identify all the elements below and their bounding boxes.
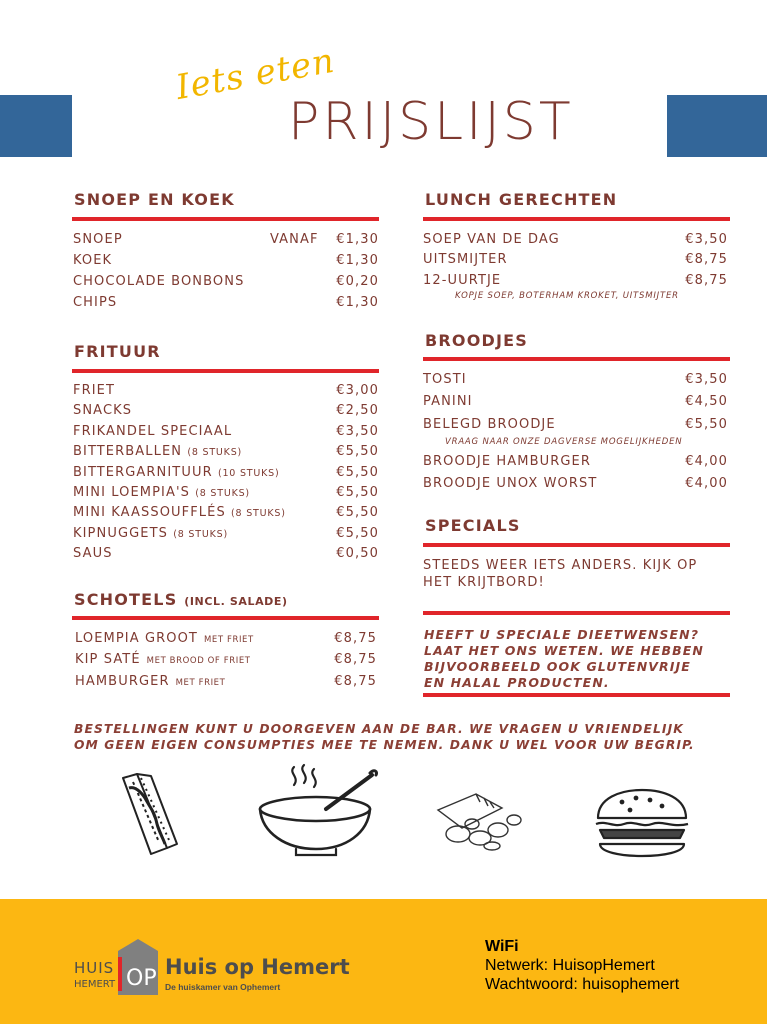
menu-item — [73, 232, 379, 252]
item-name: BELEGD BROODJE — [423, 417, 556, 432]
item-price: €0,50 — [336, 546, 379, 561]
section-rule-broodjes — [423, 357, 730, 361]
item-name: LOEMPIA GROOT — [75, 631, 198, 646]
section-title-lunch: LUNCH GERECHTEN — [425, 190, 618, 209]
wifi-password: Wachtwoord: huisophemert — [485, 976, 680, 993]
item-price: €8,75 — [685, 252, 728, 267]
item-price: €3,50 — [336, 424, 379, 439]
item-name: SOEP VAN DE DAG — [423, 232, 560, 247]
section-title-frituur: FRITUUR — [74, 342, 161, 361]
section-rule-dieet-bottom — [423, 693, 730, 697]
menu-item — [73, 403, 379, 423]
item-name: MINI LOEMPIA'S — [73, 485, 190, 500]
item-note: MET FRIET — [203, 635, 254, 645]
logo-huis: HUIS — [74, 959, 115, 977]
specials-line: STEEDS WEER IETS ANDERS. KIJK OP — [423, 558, 698, 573]
item-name: BROODJE UNOX WORST — [423, 476, 598, 491]
item-name: FRIET — [73, 383, 115, 398]
menu-item — [423, 476, 728, 496]
item-qty: (8 STUKS) — [187, 447, 243, 458]
menu-item — [423, 394, 728, 414]
item-name: BITTERGARNITUUR — [73, 465, 213, 480]
diet-line: EN HALAL PRODUCTEN. — [424, 675, 610, 690]
logo-op: OP — [126, 966, 157, 991]
menu-item — [73, 383, 379, 403]
item-name: SNOEP — [73, 232, 123, 247]
menu-item — [73, 505, 379, 525]
menu-item — [423, 252, 728, 272]
item-price: €1,30 — [336, 232, 379, 247]
menu-item — [73, 526, 379, 546]
diet-line: HEEFT U SPECIALE DIEETWENSEN? — [424, 627, 700, 642]
menu-item — [73, 485, 379, 505]
item-name: KOEK — [73, 253, 113, 268]
section-rule-dieet-top — [423, 611, 730, 615]
item-price: €4,50 — [685, 394, 728, 409]
item-name: TOSTI — [423, 372, 467, 387]
item-price: €5,50 — [336, 485, 379, 500]
menu-item — [73, 253, 379, 273]
order-line: BESTELLINGEN KUNT U DOORGEVEN AAN DE BAR. WE VRAGEN U VRIENDELIJK — [74, 722, 684, 736]
item-price: €0,20 — [336, 274, 379, 289]
item-price: €5,50 — [336, 526, 379, 541]
item-price: €8,75 — [334, 631, 377, 646]
logo-hemert: HEMERT — [74, 979, 116, 990]
diet-line: LAAT HET ONS WETEN. WE HEBBEN — [424, 643, 704, 658]
item-note: MET FRIET — [175, 678, 226, 688]
menu-item — [73, 444, 379, 464]
item-price: €8,75 — [334, 674, 377, 689]
item-qty: (8 STUKS) — [173, 529, 228, 540]
menu-item — [423, 232, 728, 252]
item-name: FRIKANDEL SPECIAAL — [73, 424, 233, 439]
order-line: OM GEEN EIGEN CONSUMPTIES MEE TE NEMEN. DANK U WEL VOOR UW BEGRIP. — [74, 738, 695, 752]
item-price: €3,50 — [685, 372, 728, 387]
item-price: €4,00 — [685, 476, 728, 491]
menu-item — [423, 372, 728, 392]
order-notice — [74, 721, 695, 753]
decorative-bar-right — [667, 95, 767, 157]
menu-item — [75, 652, 377, 672]
item-name: UITSMIJTER — [423, 252, 508, 267]
item-price-prefix: VANAF — [270, 232, 319, 247]
menu-item — [73, 295, 379, 315]
item-name: KIPNUGGETS — [73, 526, 168, 541]
item-price: €3,00 — [336, 383, 379, 398]
item-price: €4,00 — [685, 454, 728, 469]
wifi-info — [485, 937, 679, 994]
menu-item — [73, 465, 379, 485]
menu-item — [423, 417, 728, 437]
item-name: KIP SATÉ — [75, 652, 141, 667]
footer — [0, 899, 767, 1024]
burger-icon — [592, 788, 692, 858]
item-name: BROODJE HAMBURGER — [423, 454, 591, 469]
section-title-text: SCHOTELS — [74, 590, 178, 609]
item-price: €3,50 — [685, 232, 728, 247]
item-price: €1,30 — [336, 253, 379, 268]
item-price: €8,75 — [334, 652, 377, 667]
menu-item — [423, 273, 728, 293]
section-title-schotels — [74, 590, 288, 609]
section-title-specials: SPECIALS — [425, 516, 521, 535]
item-name: SAUS — [73, 546, 113, 561]
item-price: €5,50 — [685, 417, 728, 432]
item-qty: (10 STUKS) — [217, 468, 280, 479]
item-name: BITTERBALLEN — [73, 444, 183, 459]
item-note: MET BROOD OF FRIET — [146, 656, 251, 666]
section-rule-frituur — [72, 369, 379, 373]
specials-line: HET KRIJTBORD! — [423, 575, 545, 590]
soup-bowl-icon — [256, 763, 380, 861]
item-price: €5,50 — [336, 505, 379, 520]
sandwich-icon — [115, 768, 185, 858]
wifi-network: Netwerk: HuisopHemert — [485, 957, 655, 974]
item-price: €8,75 — [685, 273, 728, 288]
section-rule-specials — [423, 543, 730, 547]
diet-notice — [424, 627, 704, 691]
item-name: PANINI — [423, 394, 473, 409]
chips-bag-icon — [432, 790, 524, 852]
item-note: KOPJE SOEP, BOTERHAM KROKET, UITSMIJTER — [455, 291, 679, 301]
section-title-snoep: SNOEP EN KOEK — [74, 190, 235, 209]
menu-item — [75, 631, 377, 651]
item-name: MINI KAASSOUFFLÉS — [73, 505, 226, 520]
item-note: VRAAG NAAR ONZE DAGVERSE MOGELIJKHEDEN — [445, 437, 683, 447]
wifi-title: WiFi — [485, 938, 519, 955]
decorative-bar-left — [0, 95, 72, 157]
huis-op-hemert-logo — [72, 937, 160, 999]
subtitle: Iets eten — [173, 40, 338, 108]
item-price: €2,50 — [336, 403, 379, 418]
section-rule-schotels — [72, 616, 379, 620]
section-title-note: (INCL. SALADE) — [184, 595, 288, 608]
business-name: Huis op Hemert — [165, 955, 350, 979]
menu-item — [75, 674, 377, 694]
item-name: HAMBURGER — [75, 674, 170, 689]
item-name: CHIPS — [73, 295, 118, 310]
item-qty: (8 STUKS) — [231, 508, 286, 519]
item-price: €5,50 — [336, 444, 379, 459]
business-tagline: De huiskamer van Ophemert — [165, 982, 281, 992]
page-title: PRIJSLIJST — [288, 92, 574, 152]
menu-item — [73, 546, 379, 566]
item-name: 12-UURTJE — [423, 273, 502, 288]
menu-item — [423, 454, 728, 474]
item-price: €1,30 — [336, 295, 379, 310]
section-title-broodjes: BROODJES — [425, 331, 529, 350]
menu-item — [73, 424, 379, 444]
item-name: CHOCOLADE BONBONS — [73, 274, 245, 289]
item-qty: (8 STUKS) — [195, 488, 250, 499]
item-name: SNACKS — [73, 403, 133, 418]
menu-item — [73, 274, 379, 294]
diet-line: BIJVOORBEELD OOK GLUTENVRIJE — [424, 659, 691, 674]
item-price: €5,50 — [336, 465, 379, 480]
section-rule-lunch — [423, 217, 730, 221]
specials-text — [423, 557, 697, 591]
section-rule-snoep — [72, 217, 379, 221]
